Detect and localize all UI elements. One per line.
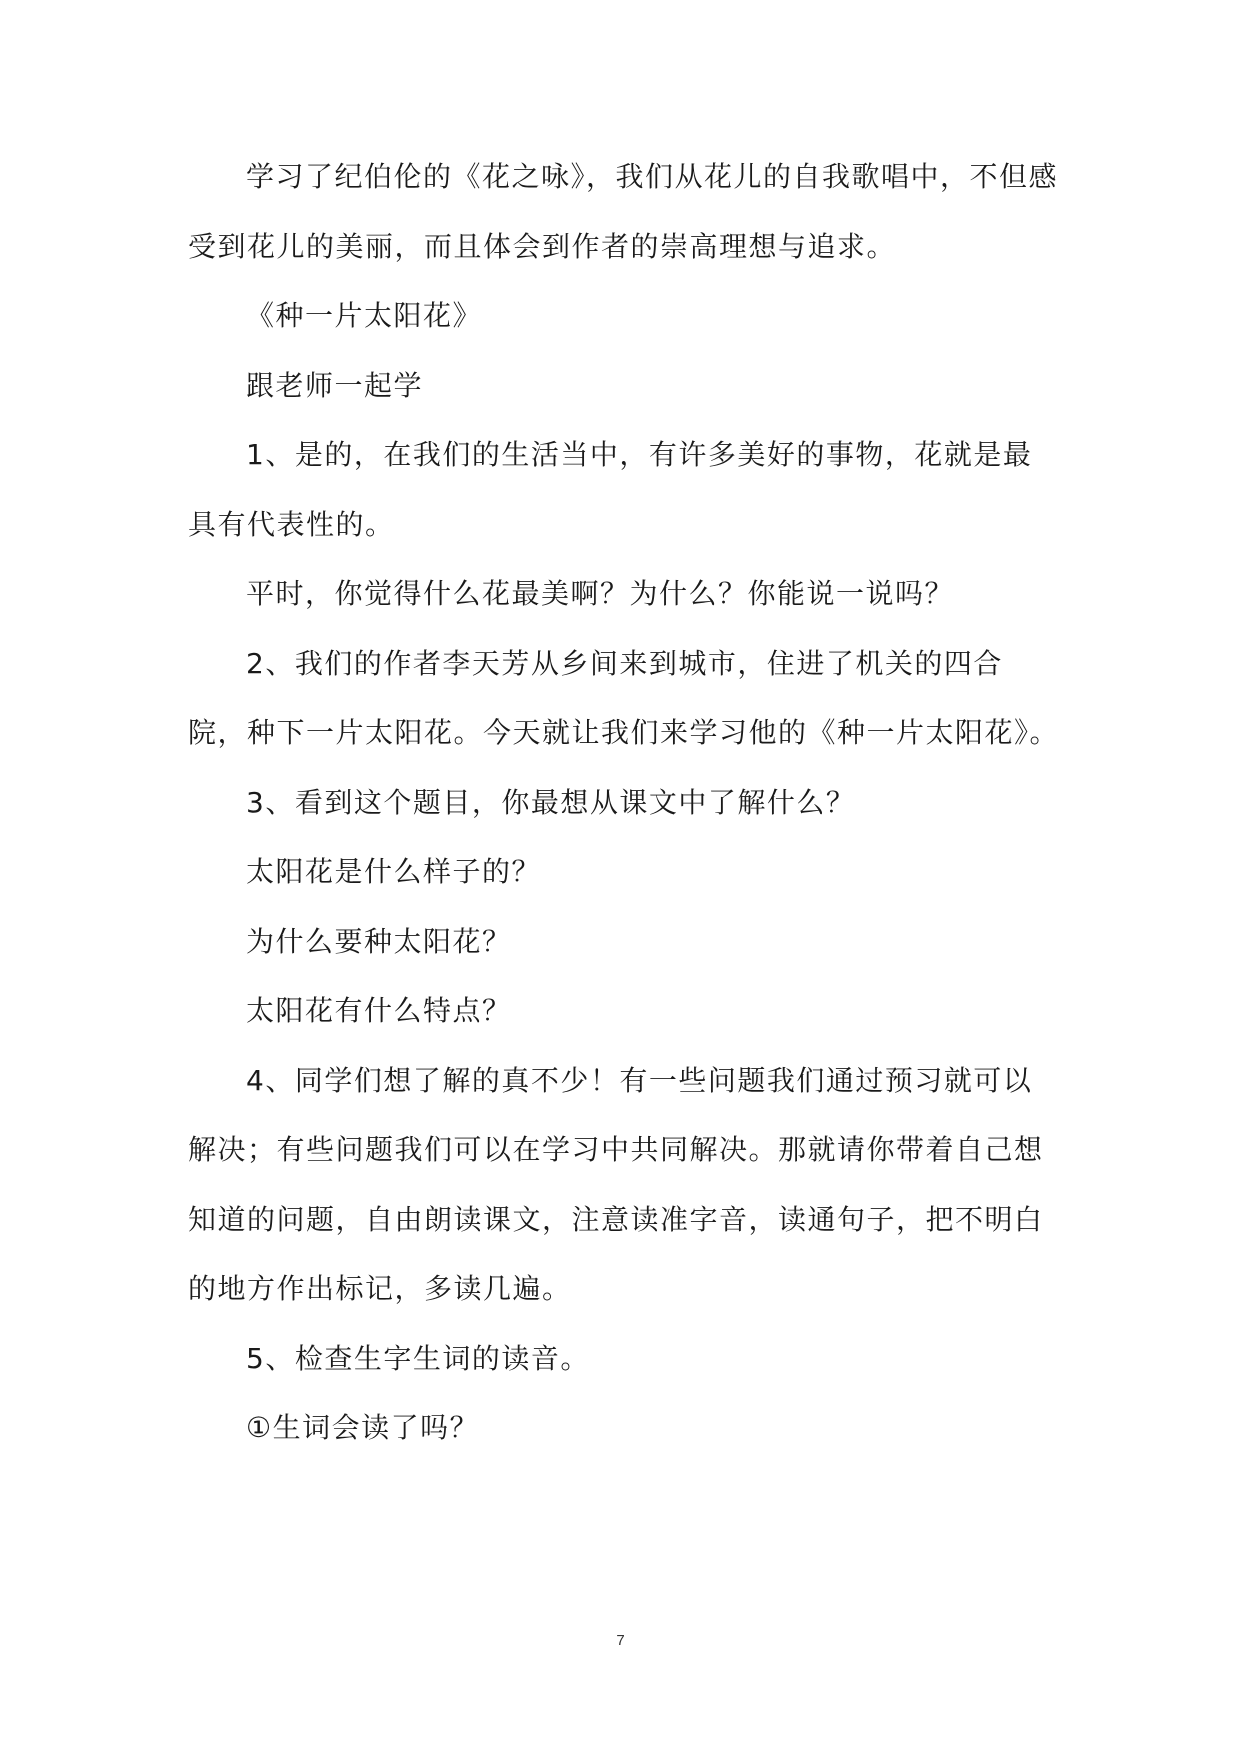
paragraph-question-c: 太阳花有什么特点？ xyxy=(246,994,512,1027)
paragraph-step-4: 4、同学们想了解的真不少！有一些问题我们通过预习就可以解决；有些问题我们可以在学习中共同解决。那就请你带着自己想知道的问题，自由朗读课文，注意读准字音，读通句子，把不明白的地方作出标记，多读几遍。 xyxy=(188,1063,1044,1305)
paragraph-sub-item-1: ①生词会读了吗？ xyxy=(246,1411,480,1444)
paragraph-step-1: 1、是的，在我们的生活当中，有许多美好的事物，花就是最具有代表性的。 xyxy=(188,438,1033,541)
paragraph-question-b: 为什么要种太阳花？ xyxy=(246,924,512,958)
paragraph-step-2: 2、我们的作者李天芳从乡间来到城市，住进了机关的四合院，种下一片太阳花。今天就让我们来学习他的《种一片太阳花》。 xyxy=(188,646,1060,749)
page-number: 7 xyxy=(616,1632,625,1649)
document-body xyxy=(188,142,1060,1463)
paragraph-section-heading: 跟老师一起学 xyxy=(246,368,424,402)
paragraph-step-3: 3、看到这个题目，你最想从课文中了解什么？ xyxy=(246,785,856,819)
paragraph-step-5: 5、检查生字生词的读音。 xyxy=(246,1341,590,1375)
paragraph-intro: 学习了纪伯伦的《花之咏》，我们从花儿的自我歌唱中，不但感受到花儿的美丽，而且体会到作者的崇高理想与追求。 xyxy=(188,160,1059,263)
paragraph-question-a: 太阳花是什么样子的？ xyxy=(246,855,542,888)
paragraph-question: 平时，你觉得什么花最美啊？为什么？你能说一说吗？ xyxy=(246,577,955,610)
paragraph-lesson-title: 《种一片太阳花》 xyxy=(246,299,483,332)
